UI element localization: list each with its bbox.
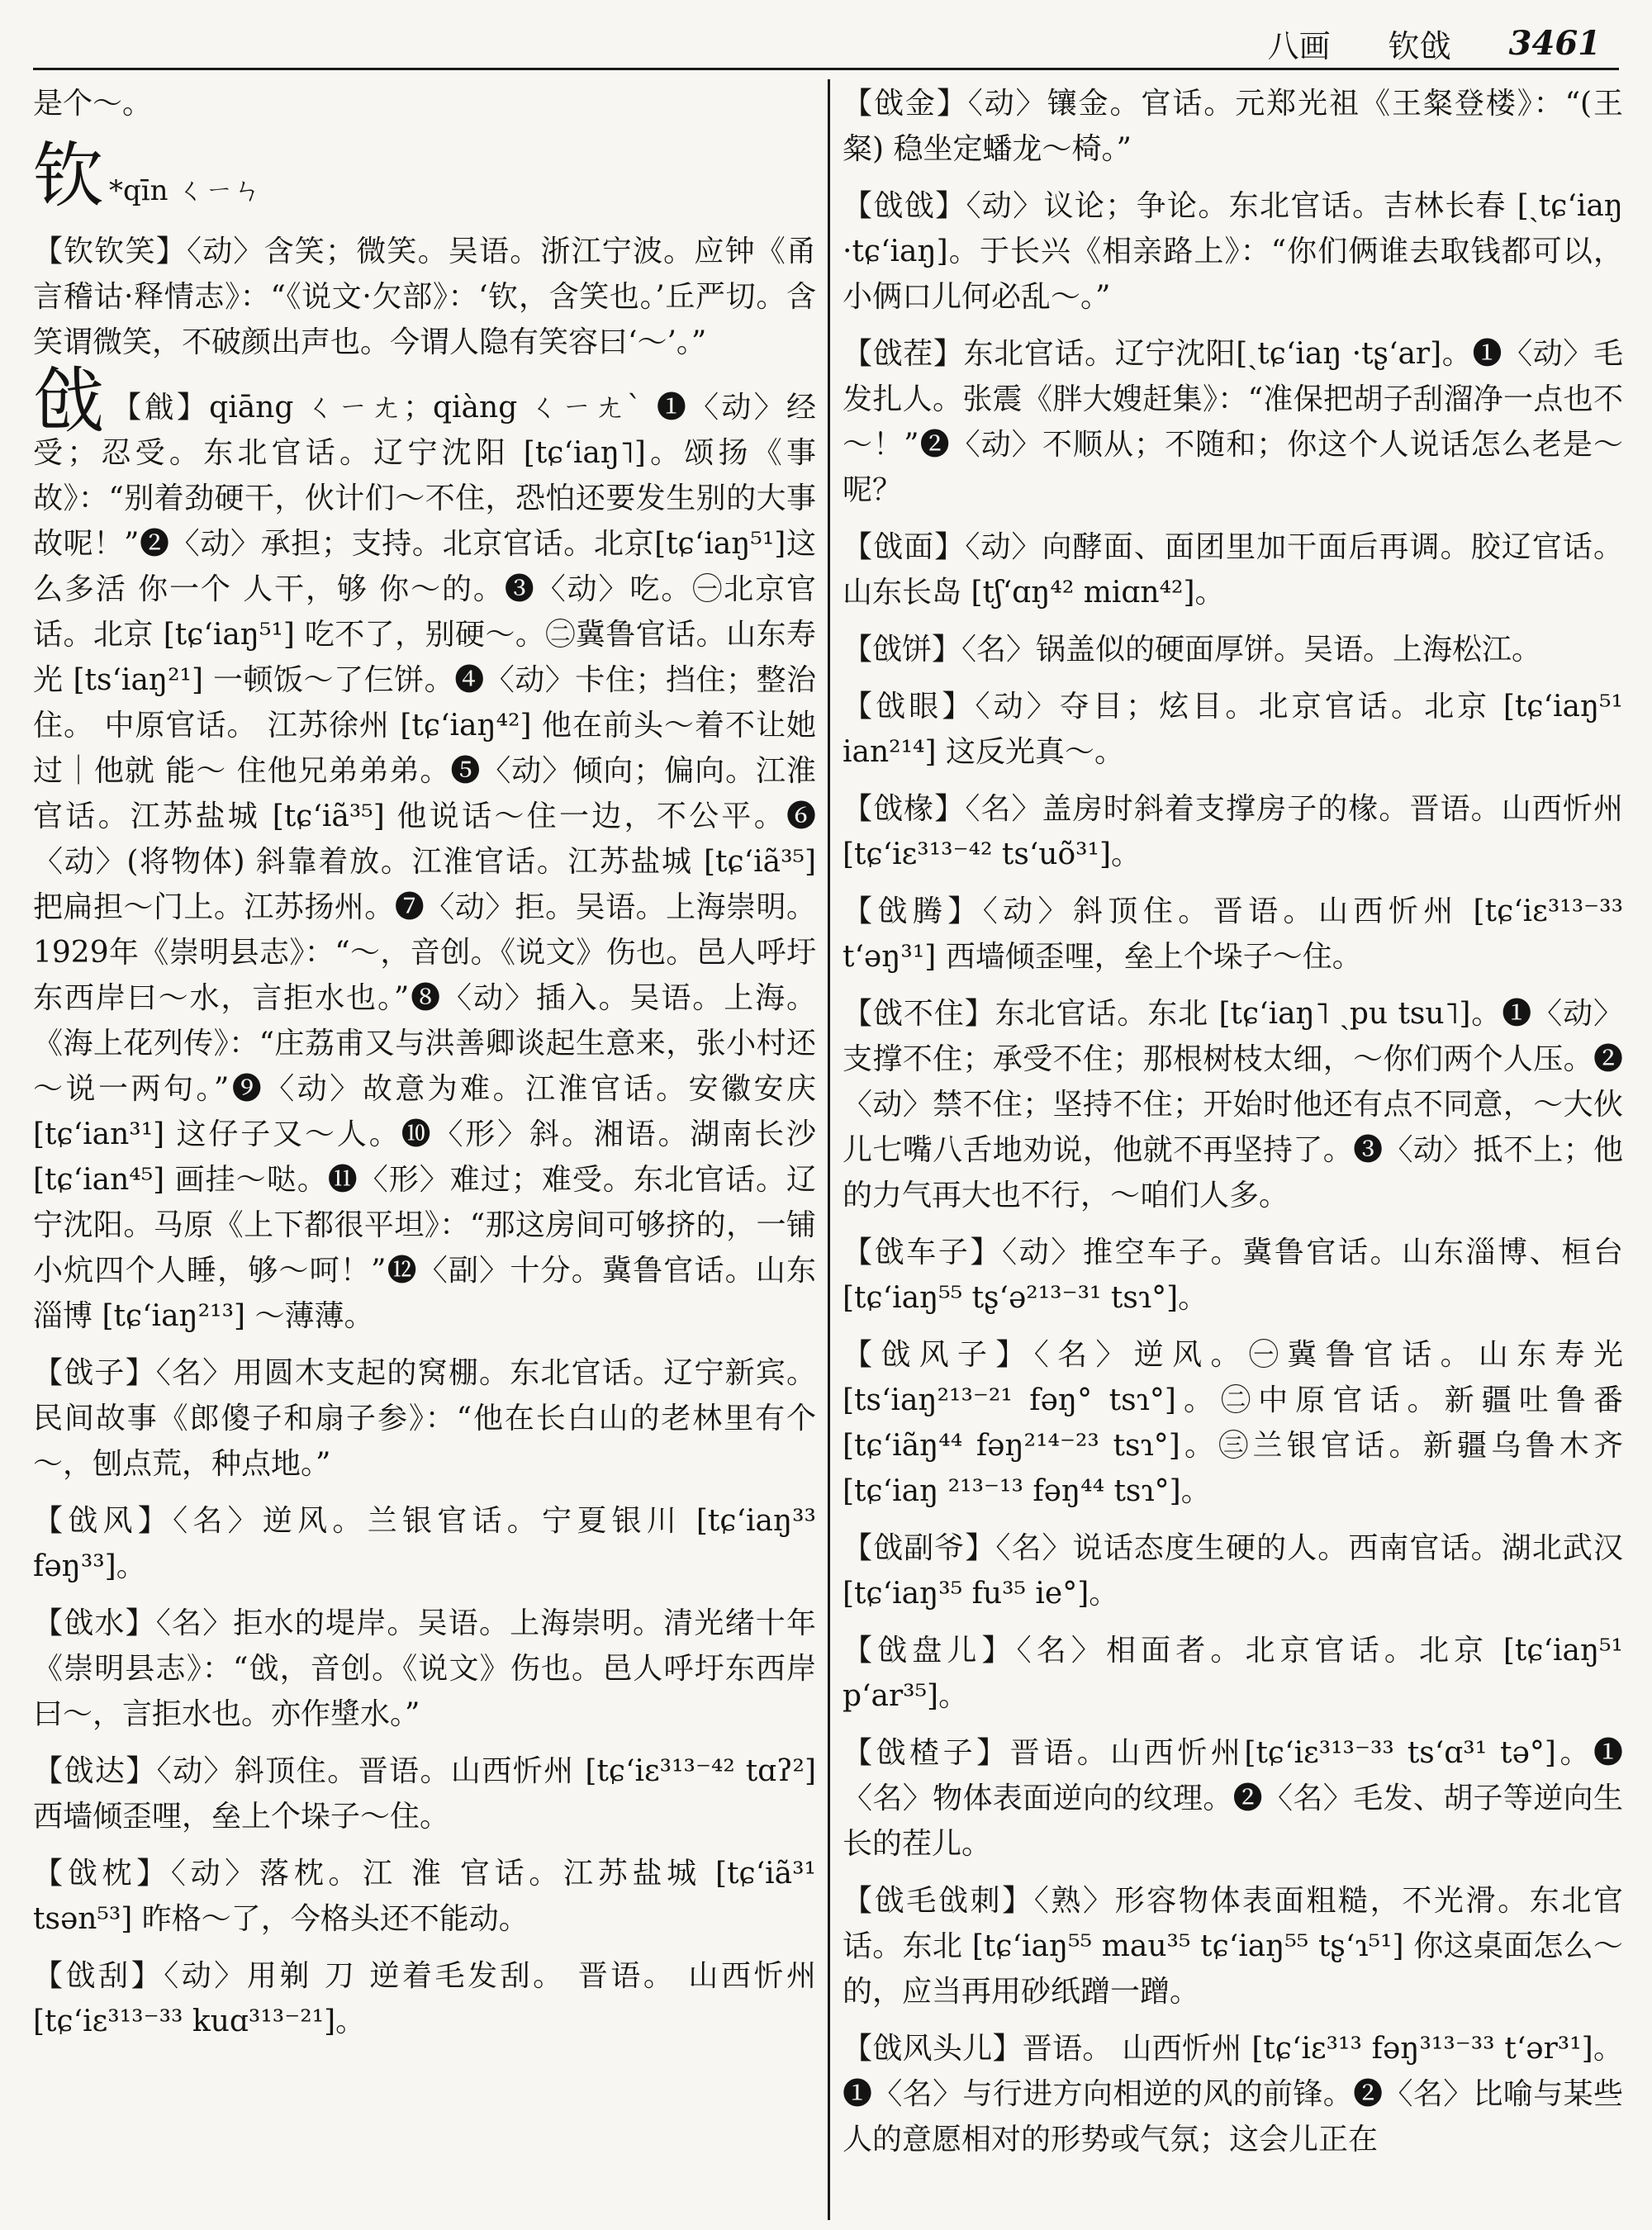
entry-text: 【戗子】〈名〉用圆木支起的窝棚。东北官话。辽宁新宾。民间故事《郎傻子和扇子参》：“他在长白山的老林里有个～，刨点荒，种点地。” <box>33 1356 816 1481</box>
headword-qin <box>33 135 816 229</box>
entry-text: 【戗毛戗刺】〈熟〉形容物体表面粗糙，不光滑。东北官话。东北 [tɕʻiaŋ⁵⁵ mau³⁵ tɕʻiaŋ⁵⁵ tʂʻɿ⁵¹] 你这桌面怎么～的，应当再用砂纸蹭一蹭。 <box>843 1884 1623 2009</box>
headword-char: 钦 <box>33 135 104 217</box>
running-header <box>1268 18 1601 68</box>
entry-text: 【戗茬】东北官话。辽宁沈阳[ˏtɕʻiaŋ ·tʂʻar]。❶〈动〉毛发扎人。张震《胖大嫂赶集》：“准保把胡子刮溜净一点也不～！”❷〈动〉不顺从；不随和；你这个人说话怎么老是～呢？ <box>843 337 1623 507</box>
entry-text: 【戧】qiāng ㄑㄧㄤ；qiàng ㄑㄧㄤˋ ❶〈动〉经受；忍受。东北官话。辽宁沈阳 [tɕʻiaŋ˥]。颂扬《事故》：“别着劲硬干，伙计们～不住，恐怕还要发生别的大事故呢！”❷〈动〉承担；支持。北京官话。北京[tɕʻiaŋ⁵¹]这么多活 你一个 人干，够 你～的。❸〈动〉吃。㊀北京官话。北京 [tɕʻiaŋ⁵¹] 吃不了，别硬～。㊁冀鲁官话。山东寿光 [tsʻiaŋ²¹] 一顿饭～了仨饼。❹〈动〉卡住；挡住；整治住。 中原官话。 江苏徐州 [tɕʻiaŋ⁴²] 他在前头～着不让她过｜他就 能～ 住他兄弟弟弟。❺〈动〉倾向；偏向。江淮 官话。江苏盐城 [tɕʻiã³⁵] 他说话～住一边，不公平。❻〈动〉(将物体) 斜靠着放。江淮官话。江苏盐城 [tɕʻiã³⁵] 把扁担～门上。江苏扬州。❼〈动〉拒。吴语。上海崇明。1929年《崇明县志》：“～，音创。《说文》伤也。邑人呼圩东西岸曰～水，言拒水也。”❽〈动〉插入。吴语。上海。《海上花列传》：“庄荔甫又与洪善卿谈起生意来，张小村还～说一两句。”❾〈动〉故意为难。江淮官话。安徽安庆 [tɕʻian³¹] 这仔子又～人。❿〈形〉斜。湘语。湖南长沙 [tɕʻian⁴⁵] 画挂～哒。⓫〈形〉难过；难受。东北官话。辽宁沈阳。马原《上下都很平坦》：“那这房间可够挤的，一铺小炕四个人睡，够～呵！”⓬〈副〉十分。冀鲁官话。山东淄博 [tɕʻiaŋ²¹³] ～薄薄。 <box>33 391 816 1333</box>
entry-text: 【戗风】〈名〉逆风。兰银官话。宁夏银川 [tɕʻiaŋ³³ fəŋ³³]。 <box>33 1504 816 1583</box>
entry-text: 【戗枕】〈动〉落枕。江 淮 官话。江苏盐城 [tɕʻiã³¹ tsən⁵³] 昨格～了，今格头还不能动。 <box>33 1857 816 1936</box>
headword-char: 戗 <box>33 360 107 443</box>
entry-text: 【戗达】〈动〉斜顶住。晋语。山西忻州 [tɕʻiɛ³¹³⁻⁴² tɑʔ²] 西墙倾歪哩，垒上个垛子～住。 <box>33 1754 816 1834</box>
entry-text: 【钦钦笑】〈动〉含笑；微笑。吴语。浙江宁波。应钟《甬言稽诂·释情志》：“《说文·欠部》：‘钦，含笑也。’丘严切。含笑谓微笑，不破颜出声也。今谓人隐有笑容曰‘～’。” <box>33 235 816 359</box>
headword-qiang-entry <box>33 360 816 1339</box>
page-number: 3461 <box>1508 23 1601 63</box>
entry-text: 【戗车子】〈动〉推空车子。冀鲁官话。山东淄博、桓台 [tɕʻiaŋ⁵⁵ tʂʻə²¹³⁻³¹ tsɿ°]。 <box>843 1236 1623 1315</box>
entry-text: 【戗盘儿】〈名〉相面者。北京官话。北京 [tɕʻiaŋ⁵¹ pʻar³⁵]。 <box>843 1634 1623 1713</box>
entry-text: 【戗风子】〈名〉逆风。㊀冀鲁官话。山东寿光 [tsʻiaŋ²¹³⁻²¹ fəŋ° tsɿ°]。㊁中原官话。新疆吐鲁番 [tɕʻiãŋ⁴⁴ fəŋ²¹⁴⁻²³ tsɿ°]。㊂兰银官话。新疆乌鲁木齐 [tɕʻiaŋ ²¹³⁻¹³ fəŋ⁴⁴ tsɿ°]。 <box>843 1338 1623 1508</box>
entry-text: 【戗腾】〈动〉斜顶住。晋语。山西忻州 [tɕʻiɛ³¹³⁻³³ tʻəŋ³¹] 西墙倾歪哩，垒上个垛子～住。 <box>843 894 1623 974</box>
entry-text: 【戗不住】东北官话。东北 [tɕʻiaŋ˥ ˏpu tsu˥]。❶〈动〉支撑不住；承受不住；那根树枝太细，～你们两个人压。❷〈动〉禁不住；坚持不住；开始时他还有点不同意，～大伙儿七嘴八舌地劝说，他就不再坚持了。❸〈动〉抵不上；他的力气再大也不行，～咱们人多。 <box>843 997 1623 1212</box>
header-rule <box>33 68 1619 70</box>
entry-text: 【戗饼】〈名〉锅盖似的硬面厚饼。吴语。上海松江。 <box>843 633 1542 667</box>
entry-text: 【戗戗】〈动〉议论；争论。东北官话。吉林长春 [ˏtɕʻiaŋ ·tɕʻiaŋ]。于长兴《相亲路上》：“你们俩谁去取钱都可以，小俩口儿何必乱～。” <box>843 189 1623 314</box>
left-column <box>33 81 816 2230</box>
header-chars: 钦戗 <box>1388 27 1451 64</box>
entry-text: 【戗眼】〈动〉夺目；炫目。北京官话。北京 [tɕʻiaŋ⁵¹ ian²¹⁴] 这反光真～。 <box>843 690 1623 769</box>
column-divider <box>828 79 830 2220</box>
headword-pinyin: *qīn ㄑㄧㄣ <box>109 174 262 207</box>
entry-text: 【戗刮】〈动〉用剃 刀 逆着毛发刮。 晋语。 山西忻州 [tɕʻiɛ³¹³⁻³³ kuɑ³¹³⁻²¹]。 <box>33 1959 816 2038</box>
entry-text: 【戗金】〈动〉镶金。官话。元郑光祖《王粲登楼》：“(王粲) 稳坐定蟠龙～椅。” <box>843 87 1623 166</box>
right-column <box>843 81 1623 2230</box>
entry-text: 【戗副爷】〈名〉说话态度生硬的人。西南官话。湖北武汉 [tɕʻiaŋ³⁵ fu³⁵ ie°]。 <box>843 1531 1623 1611</box>
continuation-text: 是个～。 <box>33 87 153 121</box>
entry-text: 【戗面】〈动〉向酵面、面团里加干面后再调。胶辽官话。山东长岛 [tʃʻɑŋ⁴² miɑn⁴²]。 <box>843 530 1623 610</box>
entry-text: 【戗楂子】晋语。山西忻州[tɕʻiɛ³¹³⁻³³ tsʻɑ³¹ tə°]。❶〈名〉物体表面逆向的纹理。❷〈名〉毛发、胡子等逆向生长的茬儿。 <box>843 1736 1623 1861</box>
entry-text: 【戗水】〈名〉拒水的堤岸。吴语。上海崇明。清光绪十年《崇明县志》：“戗，音创。《说文》伤也。邑人呼圩东西岸曰～，言拒水也。亦作墏水。” <box>33 1606 816 1731</box>
header-section: 八画 <box>1267 27 1331 64</box>
entry-text: 【戗椽】〈名〉盖房时斜着支撑房子的椽。晋语。山西忻州 [tɕʻiɛ³¹³⁻⁴² tsʻuõ³¹]。 <box>843 792 1623 871</box>
entry-text: 【戗风头儿】晋语。 山西忻州 [tɕʻiɛ³¹³ fəŋ³¹³⁻³³ tʻər³¹]。❶〈名〉与行进方向相逆的风的前锋。❷〈名〉比喻与某些人的意愿相对的形势或气氛；这会儿正在 <box>843 2032 1623 2156</box>
